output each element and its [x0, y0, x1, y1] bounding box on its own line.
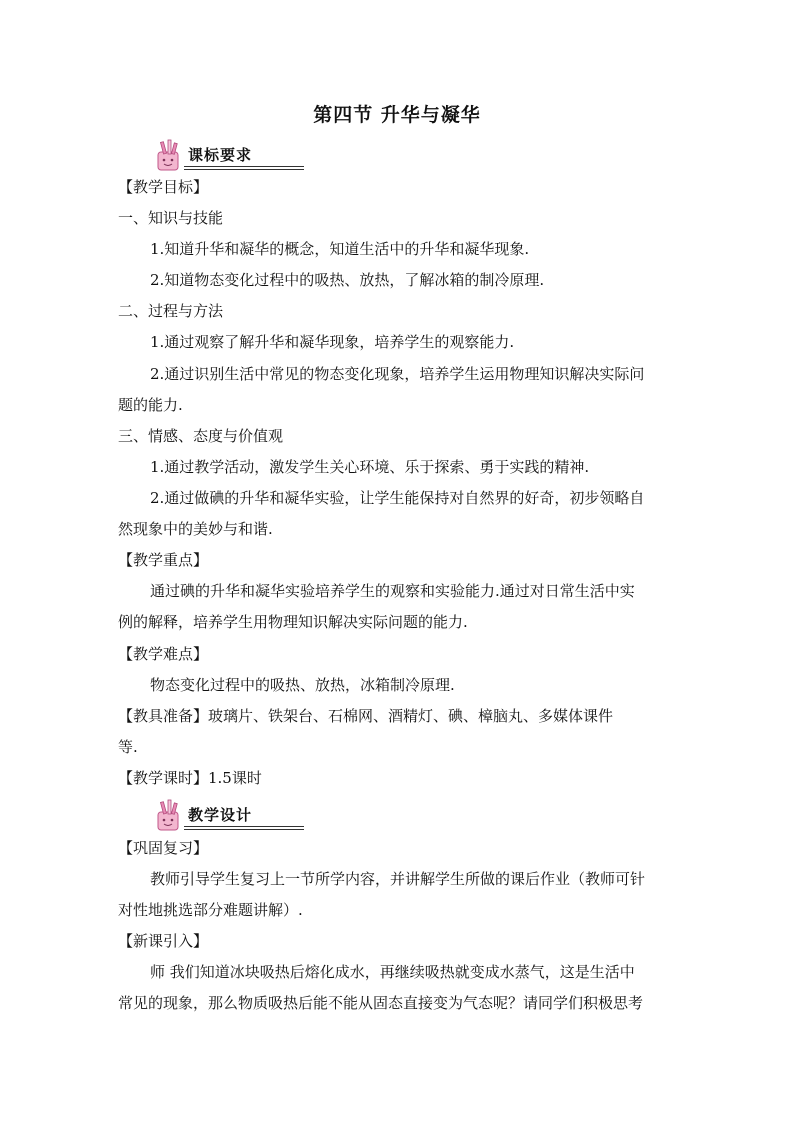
text-line: 教师引导学生复习上一节所学内容，并讲解学生所做的课后作业（教师可针: [150, 870, 646, 888]
text-line: 【巩固复习】: [118, 839, 209, 857]
text-line: 【教学课时】1.5课时: [118, 769, 262, 787]
text-line: 【教具准备】玻璃片、铁架台、石棉网、酒精灯、碘、樟脑丸、多媒体课件: [118, 707, 614, 725]
text-line: 1.知道升华和凝华的概念，知道生活中的升华和凝华现象.: [150, 240, 530, 258]
banner-label: 教学设计: [188, 806, 253, 824]
text-line: 2.通过识别生活中常见的物态变化现象，培养学生运用物理知识解决实际问: [150, 365, 645, 383]
text-line: 【新课引入】: [118, 932, 209, 950]
text-line: 【教学难点】: [118, 645, 209, 663]
text-line: 1.通过观察了解升华和凝华现象，培养学生的观察能力.: [150, 333, 515, 351]
text-line: 通过碘的升华和凝华实验培养学生的观察和实验能力.通过对日常生活中实: [150, 582, 635, 600]
text-line: 2.通过做碘的升华和凝华实验，让学生能保持对自然界的好奇，初步领略自: [150, 489, 645, 507]
text-line: 三、情感、态度与价值观: [118, 427, 284, 445]
banner-label: 课标要求: [188, 146, 253, 164]
text-line: 二、过程与方法: [118, 302, 224, 320]
text-line: 师 我们知道冰块吸热后熔化成水，再继续吸热就变成水蒸气，这是生活中: [150, 963, 635, 981]
page-title: 第四节 升华与凝华: [313, 104, 481, 126]
section-banner-requirements: [148, 138, 278, 174]
text-line: 1.通过教学活动，激发学生关心环境、乐于探索、勇于实践的精神.: [150, 458, 590, 476]
text-line: 对性地挑选部分难题讲解）.: [118, 901, 303, 919]
text-line: 物态变化过程中的吸热、放热，冰箱制冷原理.: [150, 676, 455, 694]
text-line: 【教学重点】: [118, 551, 209, 569]
text-line: 常见的现象，那么物质吸热后能不能从固态直接变为气态呢？请同学们积极思考: [118, 994, 644, 1012]
text-line: 一、知识与技能: [118, 209, 224, 227]
text-line: 等.: [118, 738, 138, 756]
text-line: 【教学目标】: [118, 178, 209, 196]
text-line: 题的能力.: [118, 396, 183, 414]
pencil-cup-icon: [148, 798, 188, 834]
text-line: 例的解释，培养学生用物理知识解决实际问题的能力.: [118, 613, 468, 631]
text-line: 2.知道物态变化过程中的吸热、放热，了解冰箱的制冷原理.: [150, 271, 545, 289]
text-line: 然现象中的美妙与和谐.: [118, 520, 273, 538]
pencil-cup-icon: [148, 138, 188, 174]
section-banner-design: [148, 798, 278, 834]
